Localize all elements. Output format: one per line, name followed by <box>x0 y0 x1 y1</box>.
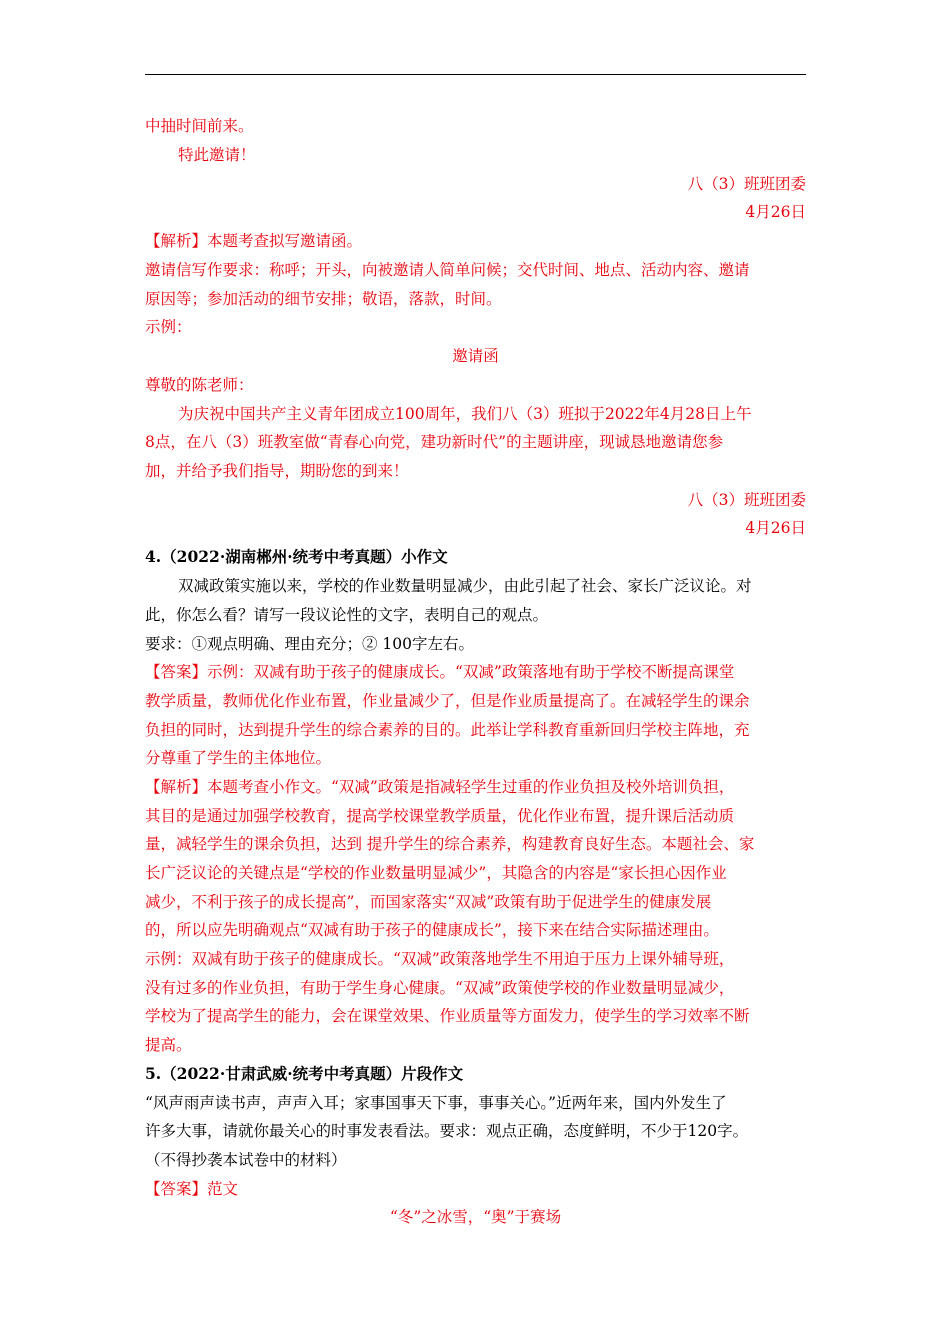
text-line: 示例： <box>145 318 192 336</box>
essay-title: “冬”之冰雪，“奥”于赛场 <box>389 1208 562 1226</box>
text-line: 其目的是通过加强学校教育，提高学校课堂教学质量，优化作业布置，提升课后活动质 <box>145 807 735 825</box>
text-line: 示例：双减有助于孩子的健康成长。“双减”政策落地学生不用迫于压力上课外辅导班， <box>145 950 735 968</box>
question-text: 双减政策实施以来，学校的作业数量明显减少，由此引起了社会、家长广泛议论。对 <box>178 577 752 595</box>
text-line: 教学质量，教师优化作业布置，作业量减少了，但是作业质量提高了。在减轻学生的课余 <box>145 692 750 710</box>
text-line: 邀请信写作要求：称呼；开头，向被邀请人简单问候；交代时间、地点、活动内容、邀请 <box>145 261 750 279</box>
text-line: 分尊重了学生的主体地位。 <box>145 749 332 767</box>
text-line: 特此邀请！ <box>178 146 256 164</box>
question-text: 许多大事，请就你最关心的时事发表看法。要求：观点正确，态度鲜明，不少于120字。 <box>145 1122 749 1140</box>
question-text: “风声雨声读书声，声声入耳；家事国事天下事，事事关心。”近两年来，国内外发生了 <box>145 1094 727 1112</box>
answer-text: 范文 <box>207 1180 239 1198</box>
question-text: 此，你怎么看？请写一段议论性的文字，表明自己的观点。 <box>145 606 549 624</box>
analysis-line: 【解析】本题考查拟写邀请函。 <box>145 232 363 250</box>
text-line: 的，所以应先明确观点“双减有助于孩子的健康成长”，接下来在结合实际描述理由。 <box>145 921 719 939</box>
text-line: 提高。 <box>145 1036 192 1054</box>
question-text: （不得抄袭本试卷中的材料） <box>145 1151 347 1169</box>
text-line: 学校为了提高学生的能力，会在课堂效果、作业质量等方面发力，使学生的学习效率不断 <box>145 1007 750 1025</box>
question-heading: 5.（2022·甘肃武威·统考中考真题）片段作文 <box>145 1064 464 1083</box>
text-line: 为庆祝中国共产主义青年团成立100周年，我们八（3）班拟于2022年4月28日上午 <box>178 405 752 423</box>
letter-title: 邀请函 <box>452 347 499 365</box>
analysis-line: 【解析】本题考查小作文。“双减”政策是指减轻学生过重的作业负担及校外培训负担， <box>145 778 735 796</box>
signature-line: 八（3）班班团委 <box>687 175 806 193</box>
header-rule <box>145 74 806 75</box>
text-line: 加，并给予我们指导，期盼您的到来！ <box>145 462 409 480</box>
answer-line: 【答案】示例：双减有助于孩子的健康成长。“双减”政策落地有助于学校不断提高课堂 <box>145 663 735 681</box>
text-line: 负担的同时，达到提升学生的综合素养的目的。此举让学科教育重新回归学校主阵地，充 <box>145 721 750 739</box>
date-line: 4月26日 <box>745 519 806 537</box>
text-line: 尊敬的陈老师： <box>145 376 254 394</box>
text-line: 没有过多的作业负担，有助于学生身心健康。“双减”政策使学校的作业数量明显减少， <box>145 979 735 997</box>
question-text: 要求：①观点明确、理由充分；② 100字左右。 <box>145 635 475 653</box>
answer-label: 【答案】 <box>145 1180 208 1198</box>
text-line: 中抽时间前来。 <box>145 117 254 135</box>
text-line: 8点，在八（3）班教室做“青春心向党，建功新时代”的主题讲座，现诚恳地邀请您参 <box>145 433 724 451</box>
text-line: 减少，不利于孩子的成长提高”，而国家落实“双减”政策有助于促进学生的健康发展 <box>145 893 712 911</box>
text-line: 长广泛议论的关键点是“学校的作业数量明显减少”，其隐含的内容是“家长担心因作业 <box>145 864 727 882</box>
text-line: 量，减轻学生的课余负担，达到 提升学生的综合素养，构建教育良好生态。本题社会、家 <box>145 835 755 853</box>
date-line: 4月26日 <box>745 203 806 221</box>
answer-line <box>145 1179 806 1199</box>
signature-line: 八（3）班班团委 <box>687 491 806 509</box>
question-heading: 4.（2022·湖南郴州·统考中考真题）小作文 <box>145 547 448 566</box>
text-line: 原因等；参加活动的细节安排；敬语，落款，时间。 <box>145 290 502 308</box>
